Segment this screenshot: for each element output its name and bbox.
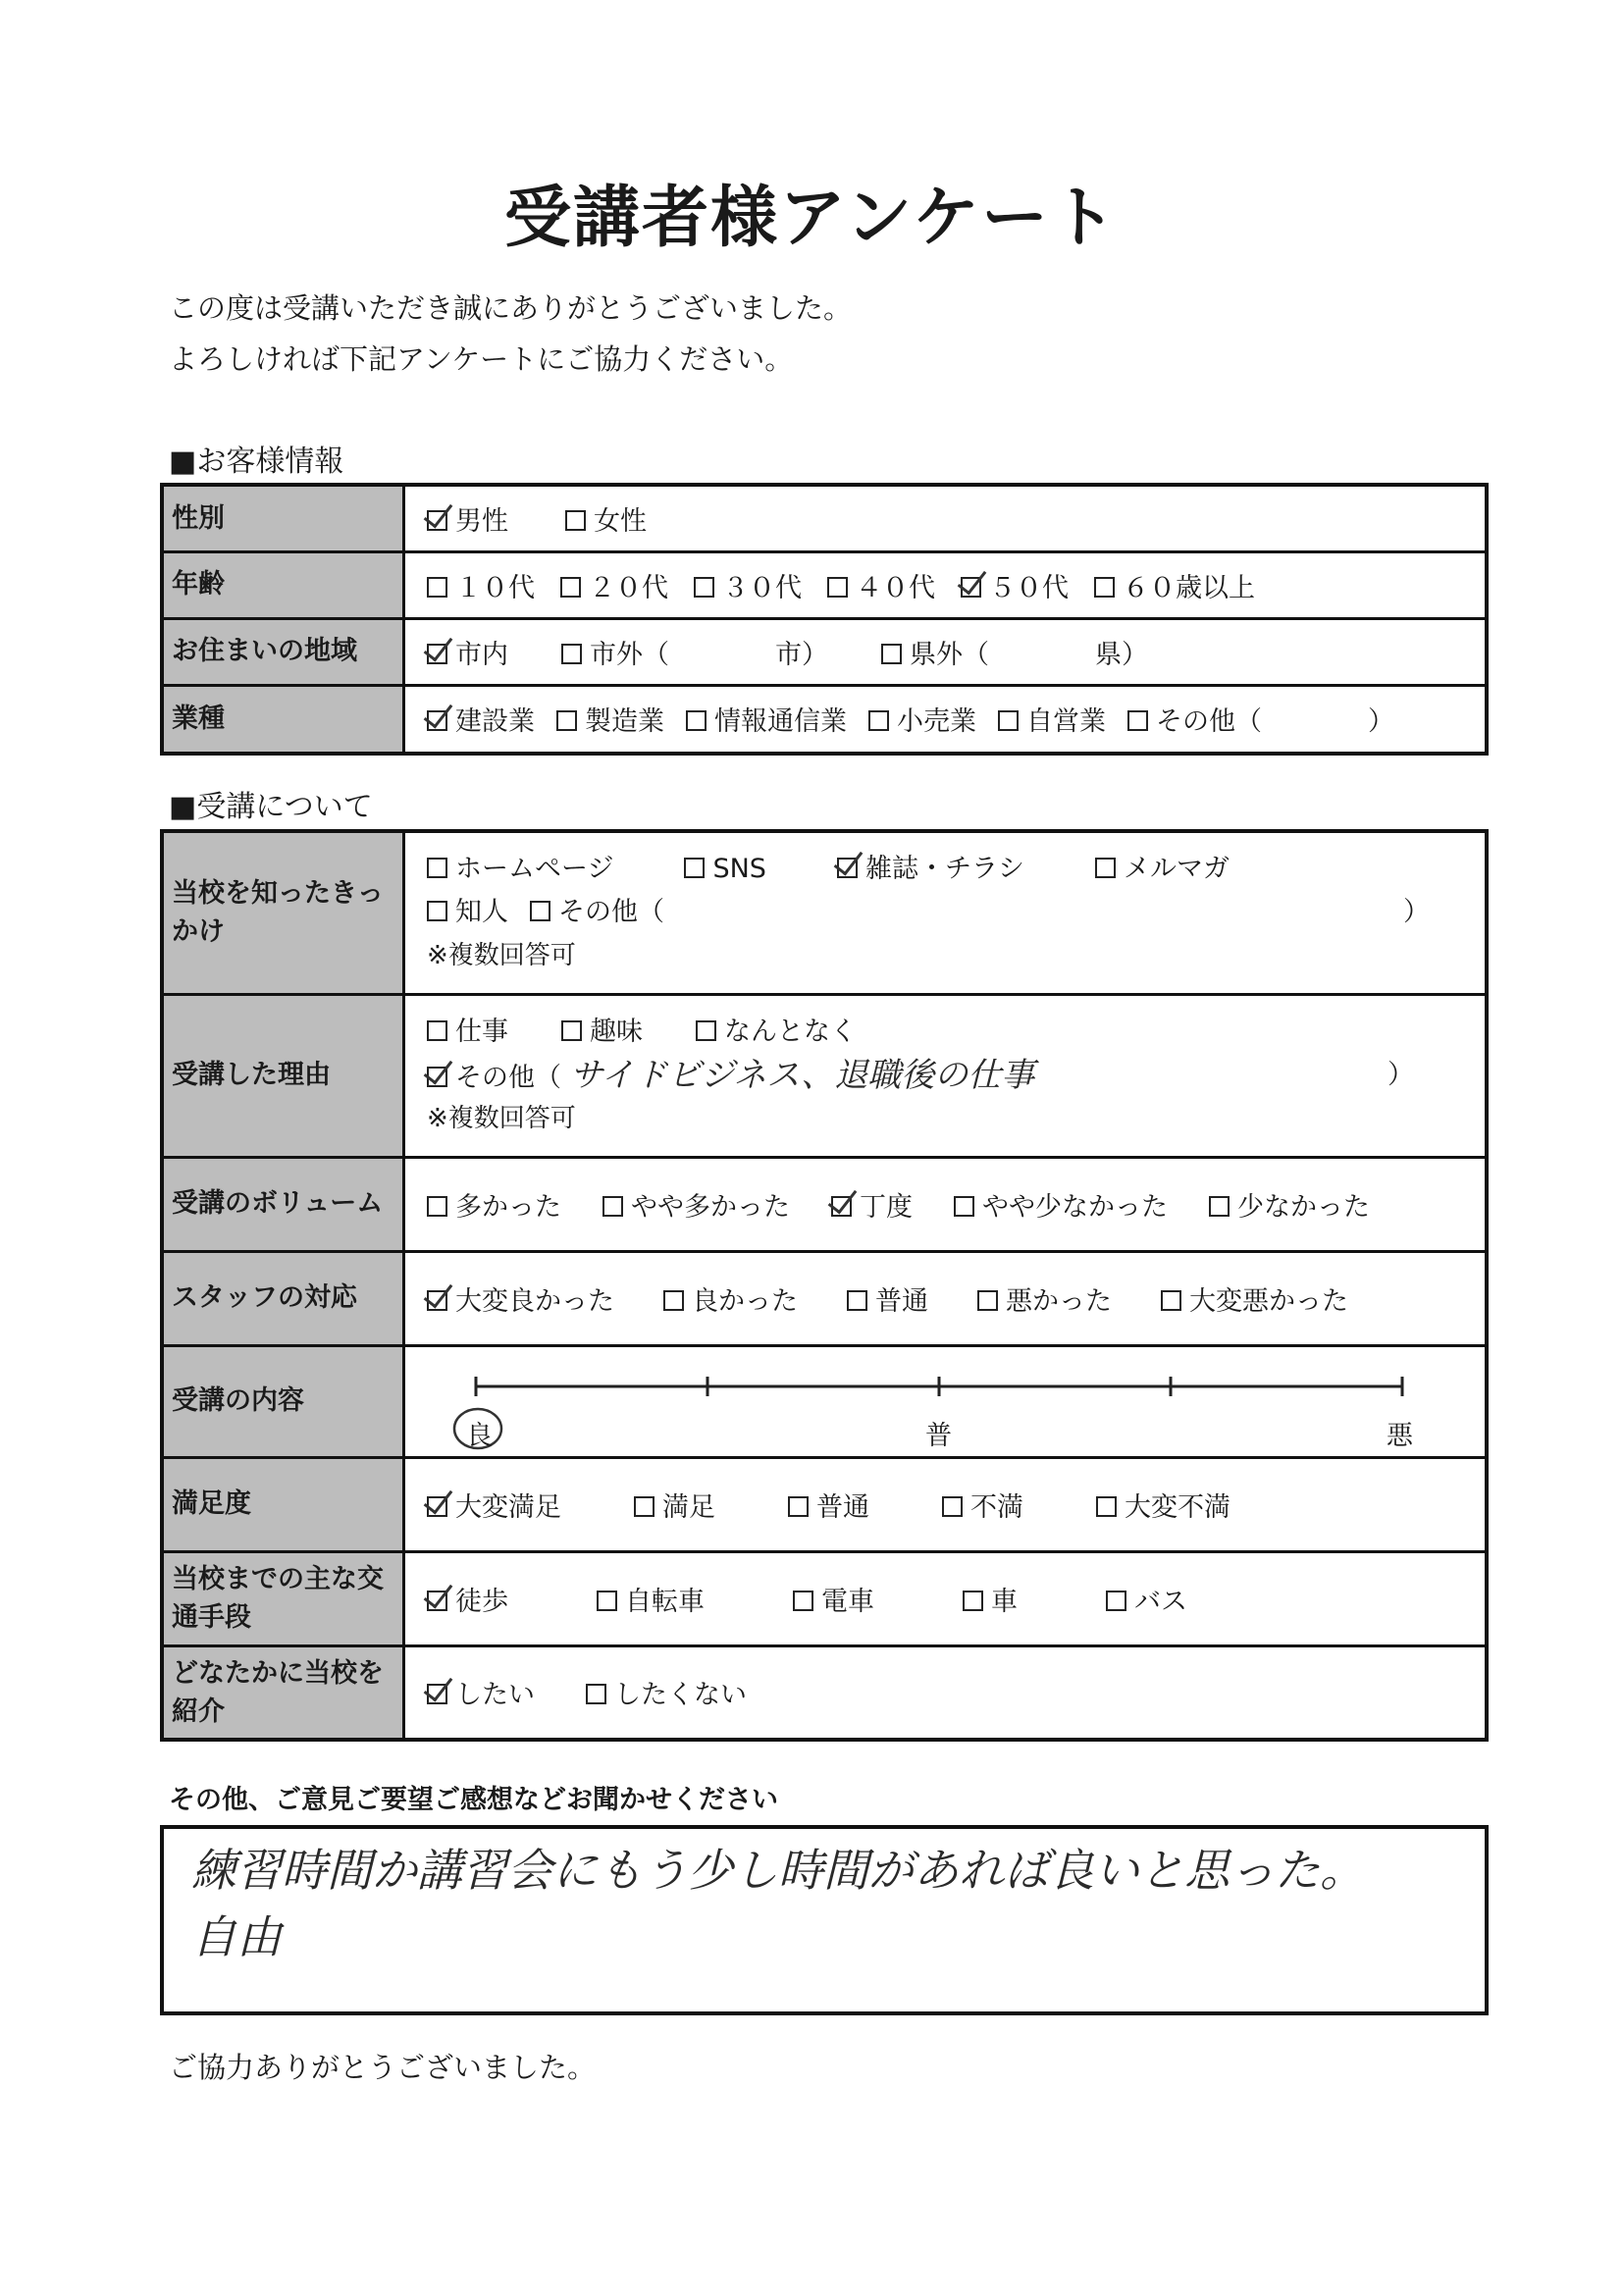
option[interactable]: [597, 1580, 705, 1618]
option[interactable]: [1209, 1185, 1370, 1224]
option[interactable]: [602, 1185, 790, 1224]
option-label: 徒歩: [455, 1586, 508, 1617]
option-label: なんとなく: [724, 1017, 857, 1047]
area-options: [404, 618, 1488, 685]
option-label: ４０代: [856, 572, 935, 603]
option[interactable]: [634, 1486, 715, 1524]
customer-section-heading: ■お客様情報: [169, 444, 344, 479]
checkbox[interactable]: [694, 577, 714, 598]
option-label: 普通: [816, 1491, 869, 1523]
option-label: 少なかった: [1237, 1191, 1370, 1223]
option-label: ２０代: [589, 572, 668, 603]
option[interactable]: [1127, 700, 1394, 738]
option-label: その他（: [558, 897, 664, 928]
option[interactable]: [963, 1580, 1018, 1618]
checkbox[interactable]: [556, 710, 577, 731]
free-comment-line-1: 練習時間か講習会にもう少し時間があれば良いと思った。: [191, 1844, 1365, 1897]
checkbox[interactable]: [602, 1196, 623, 1217]
option-label: 自営業: [1026, 706, 1106, 738]
option[interactable]: [1095, 848, 1230, 891]
age-label: 年齢: [162, 551, 404, 618]
option[interactable]: [831, 1185, 913, 1224]
checkbox[interactable]: [427, 510, 447, 531]
option-label: 県外（ 県）: [910, 639, 1148, 670]
option[interactable]: [684, 848, 765, 891]
option[interactable]: [556, 700, 664, 738]
option[interactable]: [427, 848, 613, 891]
option[interactable]: [427, 891, 508, 934]
option-label: ５０代: [989, 572, 1069, 603]
option[interactable]: [530, 891, 664, 934]
checkbox[interactable]: [561, 1020, 582, 1041]
checkbox[interactable]: [427, 858, 447, 878]
option-label: 建設業: [455, 706, 535, 738]
free-comment-text: [191, 1837, 1365, 1970]
reason-other-handwritten: サイドビジネス、退職後の仕事: [569, 1056, 1035, 1095]
option-label: ６０歳以上: [1123, 572, 1255, 603]
option-label: 大変悪かった: [1189, 1285, 1348, 1317]
reason-note: ※複数回答可: [427, 1104, 576, 1133]
option-label: SNS: [712, 854, 766, 885]
content-label: 受講の内容: [162, 1345, 404, 1457]
reason-row-2: [427, 1054, 1485, 1097]
checkbox[interactable]: [427, 710, 447, 731]
option[interactable]: [686, 700, 847, 738]
checkbox[interactable]: [663, 1290, 684, 1311]
checkbox[interactable]: [788, 1496, 809, 1517]
industry-options: [404, 685, 1488, 754]
checkbox[interactable]: [1127, 710, 1148, 731]
option-label: ３０代: [722, 572, 802, 603]
option[interactable]: [427, 566, 535, 604]
staff-label: スタッフの対応: [162, 1251, 404, 1345]
volume-options: [404, 1157, 1488, 1251]
checkbox[interactable]: [427, 901, 447, 921]
reason-other-label: その他（: [455, 1063, 561, 1093]
checkbox[interactable]: [847, 1290, 867, 1311]
option[interactable]: [663, 1279, 798, 1318]
satisfaction-options: [404, 1457, 1488, 1551]
satisfaction-label: 満足度: [162, 1457, 404, 1551]
checkbox[interactable]: [977, 1290, 998, 1311]
option-label: １０代: [455, 572, 535, 603]
checkbox[interactable]: [827, 577, 848, 598]
checkbox[interactable]: [427, 1496, 447, 1517]
checkbox[interactable]: [427, 644, 447, 664]
checkbox[interactable]: [560, 577, 581, 598]
checkbox[interactable]: [868, 710, 889, 731]
free-comment-line-2: 自由: [191, 1910, 282, 1963]
option-label: その他（ ）: [1156, 706, 1394, 738]
source-row-2: [427, 891, 1485, 934]
course-table: [160, 829, 1489, 1742]
page-title: 受講者様アンケート: [504, 180, 1119, 257]
option[interactable]: [788, 1486, 869, 1524]
free-comment-heading: その他、ご意見ご要望ご感想などお聞かせください: [169, 1785, 778, 1815]
content-scale-cell: [404, 1345, 1488, 1457]
industry-label: 業種: [162, 685, 404, 754]
option[interactable]: [954, 1185, 1168, 1224]
reason-other-close: ）: [1387, 1060, 1414, 1090]
free-comment-box[interactable]: [160, 1825, 1489, 2015]
scale-label-normal: 普: [925, 1420, 952, 1451]
checkbox[interactable]: [1095, 858, 1116, 878]
option[interactable]: [827, 566, 935, 604]
option-label: ホームページ: [455, 854, 614, 885]
reason-cell: [404, 994, 1488, 1157]
option-label: 電車: [821, 1586, 874, 1617]
checkbox[interactable]: [963, 1591, 983, 1611]
checkbox[interactable]: [1106, 1591, 1126, 1611]
gender-label: 性別: [162, 485, 404, 551]
option-label: メルマガ: [1123, 854, 1230, 885]
age-options: [404, 551, 1488, 618]
option[interactable]: [427, 1673, 535, 1711]
option-label: 仕事: [455, 1017, 508, 1047]
option[interactable]: [427, 1486, 561, 1524]
checkbox[interactable]: [961, 577, 981, 598]
option[interactable]: [427, 1011, 508, 1054]
option-label: 普通: [875, 1285, 928, 1317]
option[interactable]: [977, 1279, 1112, 1318]
option-label: やや多かった: [631, 1191, 790, 1223]
option[interactable]: [847, 1279, 928, 1318]
scale-label-bad: 悪: [1387, 1420, 1413, 1451]
scale-label-good: 良: [466, 1420, 493, 1451]
option-label: 不満: [970, 1491, 1023, 1523]
option[interactable]: [696, 1011, 857, 1054]
option[interactable]: [565, 499, 647, 538]
option-label: 市外（ 市）: [590, 639, 828, 670]
checkbox[interactable]: [427, 1684, 447, 1704]
checkbox[interactable]: [684, 858, 705, 878]
option[interactable]: [942, 1486, 1023, 1524]
checkbox[interactable]: [1096, 1496, 1117, 1517]
option-label: 大変満足: [455, 1491, 561, 1523]
source-other-close: ）: [1403, 897, 1430, 928]
reason-other-checkbox[interactable]: [427, 1067, 447, 1087]
referral-options: [404, 1645, 1488, 1740]
intro-line-2: よろしければ下記アンケートにご協力ください。: [169, 342, 794, 376]
option-label: 大変不満: [1125, 1491, 1230, 1523]
option-label: 多かった: [455, 1191, 561, 1223]
source-cell: [404, 831, 1488, 994]
checkbox[interactable]: [793, 1591, 813, 1611]
option[interactable]: [1096, 1486, 1230, 1524]
checkbox[interactable]: [998, 710, 1019, 731]
option[interactable]: [427, 1279, 614, 1318]
option[interactable]: [1161, 1279, 1348, 1318]
option-label: やや少なかった: [982, 1191, 1168, 1223]
course-section-heading: ■受講について: [169, 790, 373, 824]
option[interactable]: [427, 633, 508, 671]
option-label: 自転車: [625, 1586, 705, 1617]
checkbox[interactable]: [696, 1020, 716, 1041]
staff-options: [404, 1251, 1488, 1345]
transport-label: 当校までの主な交通手段: [162, 1551, 404, 1645]
option[interactable]: [881, 633, 1148, 671]
option[interactable]: [586, 1673, 747, 1711]
checkbox[interactable]: [881, 644, 902, 664]
thanks-text: ご協力ありがとうございました。: [169, 2051, 597, 2084]
option[interactable]: [561, 633, 828, 671]
option-label: 満足: [662, 1491, 715, 1523]
checkbox[interactable]: [586, 1684, 606, 1704]
option[interactable]: [427, 700, 535, 738]
checkbox[interactable]: [530, 901, 550, 921]
option-label: 男性: [455, 505, 508, 537]
checkbox[interactable]: [1209, 1196, 1230, 1217]
option[interactable]: [961, 566, 1069, 604]
option-label: 趣味: [590, 1017, 643, 1047]
transport-options: [404, 1551, 1488, 1645]
option-label: 製造業: [585, 706, 664, 738]
checkbox[interactable]: [634, 1496, 654, 1517]
referral-label: どなたかに当校を紹介: [162, 1645, 404, 1740]
option-label: 車: [991, 1586, 1018, 1617]
option[interactable]: [868, 700, 976, 738]
option-label: 大変良かった: [455, 1285, 614, 1317]
option-label: 雑誌・チラシ: [864, 854, 1024, 885]
option[interactable]: [837, 848, 1024, 891]
checkbox[interactable]: [597, 1591, 617, 1611]
option-label: 小売業: [897, 706, 976, 738]
option-label: 悪かった: [1006, 1285, 1112, 1317]
checkbox[interactable]: [686, 710, 707, 731]
checkbox[interactable]: [1094, 577, 1115, 598]
option-label: 市内: [455, 639, 508, 670]
option[interactable]: [427, 499, 508, 538]
reason-label: 受講した理由: [162, 994, 404, 1157]
option[interactable]: [427, 1185, 561, 1224]
source-row-2-options: [427, 897, 686, 927]
option-label: したくない: [614, 1680, 747, 1711]
option-label: 丁度: [860, 1191, 913, 1223]
checkbox[interactable]: [942, 1496, 963, 1517]
checkbox[interactable]: [427, 1591, 447, 1611]
volume-label: 受講のボリューム: [162, 1157, 404, 1251]
gender-options: [404, 485, 1488, 551]
option[interactable]: [1106, 1580, 1187, 1618]
option[interactable]: [427, 1580, 508, 1618]
checkbox[interactable]: [427, 1290, 447, 1311]
checkbox[interactable]: [427, 1196, 447, 1217]
option-label: したい: [455, 1680, 535, 1711]
option[interactable]: [998, 700, 1106, 738]
source-label: 当校を知ったきっかけ: [162, 831, 404, 994]
option[interactable]: [560, 566, 668, 604]
checkbox[interactable]: [1161, 1290, 1181, 1311]
checkbox[interactable]: [561, 644, 582, 664]
checkbox[interactable]: [954, 1196, 974, 1217]
area-label: お住まいの地域: [162, 618, 404, 685]
source-note: ※複数回答可: [427, 941, 576, 971]
option[interactable]: [1094, 566, 1255, 604]
option-label: バス: [1134, 1586, 1187, 1617]
option-label: 良かった: [692, 1285, 798, 1317]
option-label: 女性: [594, 505, 647, 537]
customer-info-table: [160, 483, 1489, 756]
option[interactable]: [561, 1011, 643, 1054]
checkbox[interactable]: [831, 1196, 852, 1217]
option-label: 情報通信業: [714, 706, 847, 738]
option-label: 知人: [455, 897, 508, 928]
option[interactable]: [793, 1580, 874, 1618]
source-row-1: [427, 848, 1485, 891]
checkbox[interactable]: [565, 510, 586, 531]
intro-line-1: この度は受講いただき誠にありがとうございました。: [169, 291, 853, 325]
reason-row-1: [427, 1011, 1485, 1054]
option[interactable]: [694, 566, 802, 604]
checkbox[interactable]: [427, 577, 447, 598]
checkbox[interactable]: [427, 1020, 447, 1041]
checkbox[interactable]: [837, 858, 858, 878]
